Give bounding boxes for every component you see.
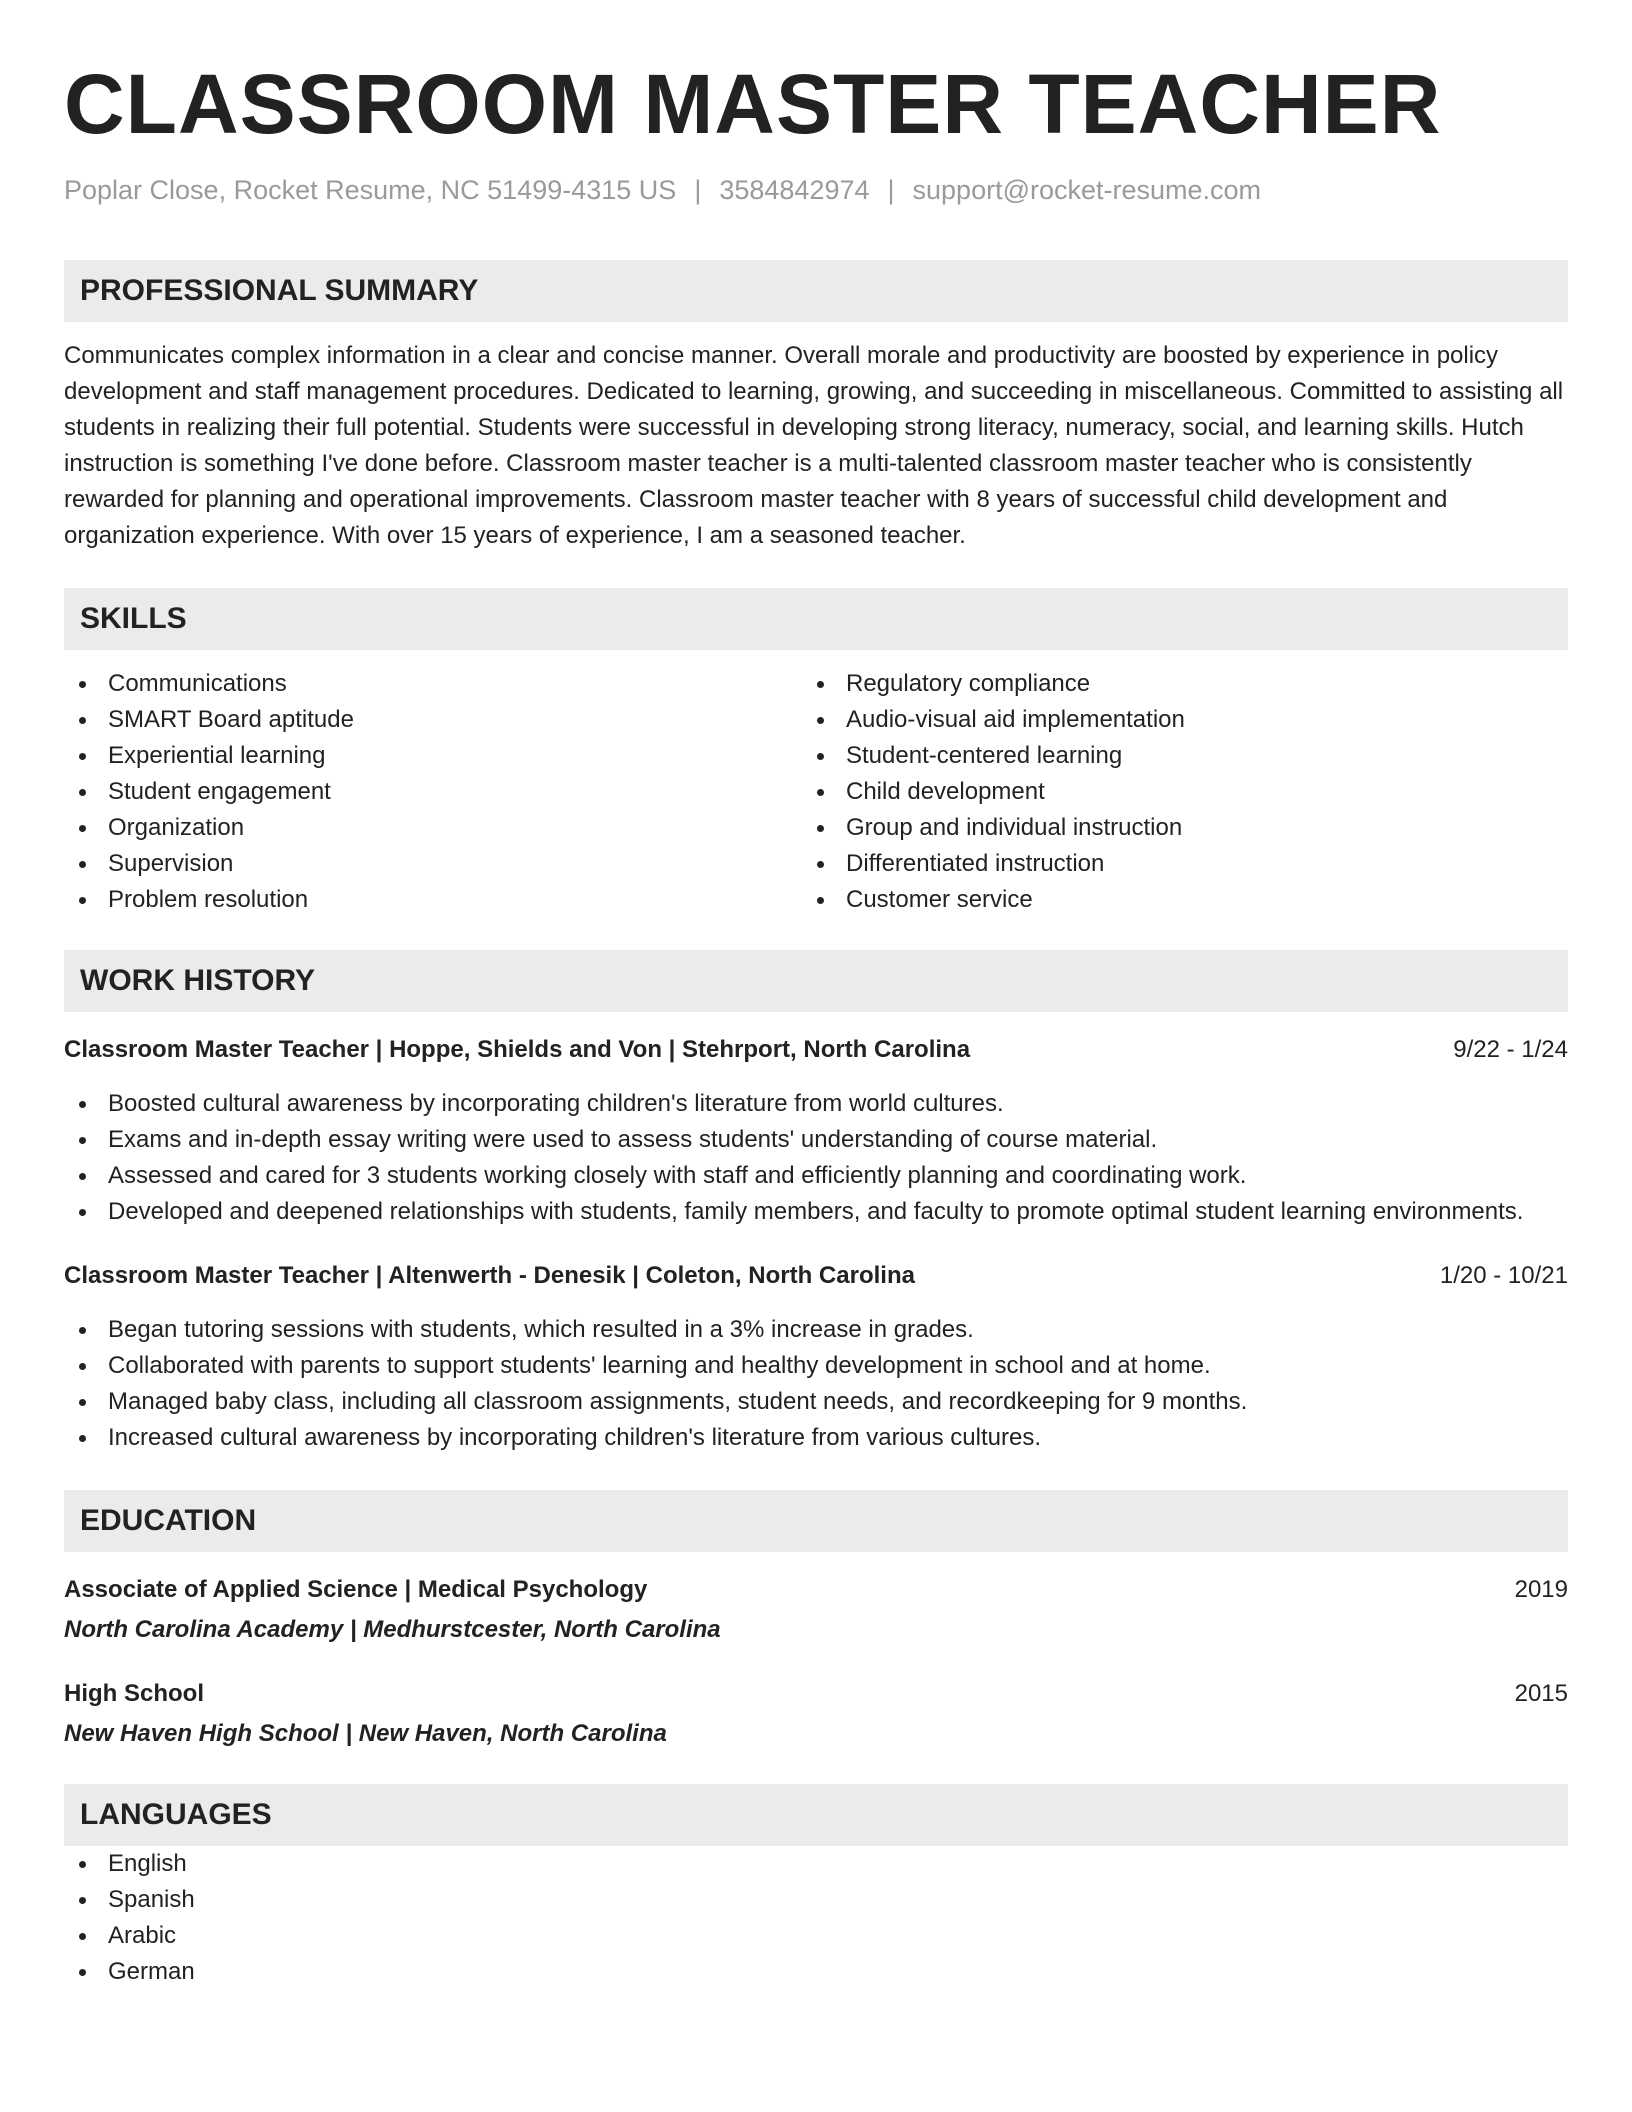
skills-column-left (64, 666, 802, 918)
job-entry (64, 1258, 1568, 1456)
language-item: Spanish (64, 1882, 1568, 1918)
skill-item: Student engagement (64, 774, 802, 810)
job-bullet: Increased cultural awareness by incorporating children's literature from various cultures. (64, 1420, 1568, 1456)
section-heading-languages: LANGUAGES (64, 1784, 1568, 1846)
contact-separator: | (887, 175, 895, 205)
language-item: German (64, 1954, 1568, 1990)
education-row (64, 1572, 1568, 1608)
skill-item: Regulatory compliance (802, 666, 1540, 702)
job-bullet: Exams and in-depth essay writing were used to assess students' understanding of course material. (64, 1122, 1568, 1158)
resume-name: CLASSROOM MASTER TEACHER (64, 57, 1442, 151)
job-title-row (64, 1032, 1568, 1068)
summary-text: Communicates complex information in a clear and concise manner. Overall morale and productivity are boosted by experience in policy development and staff management procedures. Dedicated to learning, growing, and succeeding in miscellaneous. Committed to assisting all students in realizing their full potential. Students were successful in developing strong literacy, numeracy, social, and learning skills. Hutch instruction is something I've done before. Classroom master teacher is a multi-talented classroom master teacher who is consistently rewarded for planning and operational improvements. Classroom master teacher with 8 years of successful child development and organization experience. With over 15 years of experience, I am a seasoned teacher. (64, 342, 1564, 549)
job-bullet: Assessed and cared for 3 students working closely with staff and efficiently planning and coordinating work. (64, 1158, 1568, 1194)
education-entry (64, 1676, 1568, 1752)
section-heading-skills: SKILLS (64, 588, 1568, 650)
job-entry (64, 1032, 1568, 1230)
job-title: Classroom Master Teacher | Altenwerth - Denesik | Coleton, North Carolina (64, 1262, 915, 1289)
job-title: Classroom Master Teacher | Hoppe, Shields and Von | Stehrport, North Carolina (64, 1036, 971, 1063)
job-bullet: Developed and deepened relationships with students, family members, and faculty to promote optimal student learning environments. (64, 1194, 1568, 1230)
job-bullet: Managed baby class, including all classroom assignments, student needs, and recordkeeping for 9 months. (64, 1384, 1568, 1420)
language-item: Arabic (64, 1918, 1568, 1954)
skill-item: Audio-visual aid implementation (802, 702, 1540, 738)
section-heading-work-history: WORK HISTORY (64, 950, 1568, 1012)
job-bullets (64, 1086, 1568, 1230)
contact-email[interactable]: support@rocket-resume.com (912, 175, 1262, 205)
skill-item: Problem resolution (64, 882, 802, 918)
section-heading-education: EDUCATION (64, 1490, 1568, 1552)
skill-item: Communications (64, 666, 802, 702)
contact-phone: 3584842974 (719, 175, 870, 205)
skill-item: Organization (64, 810, 802, 846)
skill-item: Differentiated instruction (802, 846, 1540, 882)
education-school: North Carolina Academy | Medhurstcester, North Carolina (64, 1616, 721, 1643)
job-bullet: Boosted cultural awareness by incorporating children's literature from world cultures. (64, 1086, 1568, 1122)
skill-item: Student-centered learning (802, 738, 1540, 774)
skill-item: Child development (802, 774, 1540, 810)
education-entry (64, 1572, 1568, 1648)
contact-separator: | (694, 175, 702, 205)
contact-line (64, 172, 1568, 208)
job-title-row (64, 1258, 1568, 1294)
skill-item: Supervision (64, 846, 802, 882)
job-dates: 9/22 - 1/24 (1453, 1036, 1568, 1063)
education-degree: High School (64, 1680, 204, 1707)
skill-item: SMART Board aptitude (64, 702, 802, 738)
skills-column-right (802, 666, 1540, 918)
languages-list (64, 1846, 1568, 1990)
education-year: 2019 (1514, 1576, 1568, 1603)
skills-list (64, 666, 1568, 918)
education-degree: Associate of Applied Science | Medical Psychology (64, 1576, 648, 1603)
language-item: English (64, 1846, 1568, 1882)
skill-item: Customer service (802, 882, 1540, 918)
job-bullets (64, 1312, 1568, 1456)
education-school: New Haven High School | New Haven, North Carolina (64, 1720, 667, 1747)
section-heading-summary: PROFESSIONAL SUMMARY (64, 260, 1568, 322)
job-dates: 1/20 - 10/21 (1439, 1262, 1568, 1289)
job-bullet: Began tutoring sessions with students, which resulted in a 3% increase in grades. (64, 1312, 1568, 1348)
education-year: 2015 (1514, 1680, 1568, 1707)
skill-item: Experiential learning (64, 738, 802, 774)
job-bullet: Collaborated with parents to support students' learning and healthy development in school and at home. (64, 1348, 1568, 1384)
education-row (64, 1676, 1568, 1712)
skill-item: Group and individual instruction (802, 810, 1540, 846)
contact-address: Poplar Close, Rocket Resume, NC 51499-4315 US (64, 175, 677, 205)
